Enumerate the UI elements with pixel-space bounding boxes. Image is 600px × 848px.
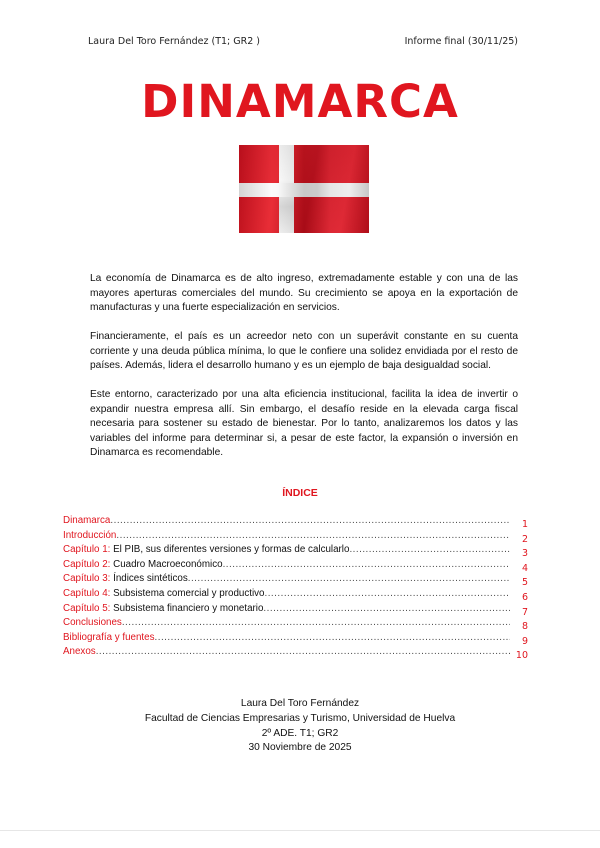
toc-entry-capitulo-3[interactable] — [63, 572, 528, 587]
toc-leader-dots — [223, 558, 510, 573]
page-header — [88, 36, 518, 50]
index-title: ÍNDICE — [282, 487, 318, 499]
header-author: Laura Del Toro Fernández (T1; GR2 ) — [88, 36, 261, 47]
denmark-flag-icon — [239, 145, 369, 233]
toc-entry-label: Anexos — [63, 646, 96, 658]
toc-entry-label: Introducción — [63, 529, 117, 541]
toc-leader-dots — [122, 616, 510, 631]
toc-entry-label: Dinamarca — [63, 515, 111, 526]
toc-entry-label: Bibliografía y fuentes — [63, 631, 155, 643]
toc-entry-conclusiones[interactable] — [63, 616, 528, 631]
toc-entry-capitulo-5[interactable] — [63, 602, 528, 617]
toc-entry-dinamarca[interactable] — [63, 514, 528, 529]
toc-leader-dots — [188, 572, 510, 587]
page-bottom-divider — [0, 830, 600, 831]
toc-leader-dots — [264, 587, 510, 602]
toc-page-number: 10 — [515, 650, 528, 662]
toc-entry-label: Capítulo 2: Cuadro Macroeconómico — [63, 558, 223, 570]
footer-date: 30 Noviembre de 2025 — [248, 742, 352, 754]
toc-leader-dots — [110, 514, 510, 529]
footer-author: Laura Del Toro Fernández — [240, 698, 360, 709]
intro-paragraph-1: La economía de Dinamarca es de alto ingreso, extremadamente estable y con una de las mayores aperturas comerciales del mundo. Su crecimiento se apoya en la exportación de manufacturas y una fuerte especialización en servicios. — [90, 273, 518, 313]
toc-page-number: 6 — [521, 591, 528, 603]
table-of-contents — [63, 514, 528, 660]
toc-page-number: 7 — [521, 606, 528, 618]
toc-leader-dots — [116, 529, 510, 544]
toc-entry-anexos[interactable] — [63, 645, 528, 660]
toc-entry-capitulo-2[interactable] — [63, 558, 528, 573]
toc-entry-capitulo-4[interactable] — [63, 587, 528, 602]
toc-entry-label: Capítulo 5: Subsistema financiero y monetario — [63, 602, 264, 614]
toc-page-number: 5 — [521, 577, 528, 589]
toc-leader-dots — [155, 631, 511, 646]
toc-entry-label: Conclusiones — [63, 617, 122, 629]
toc-entry-capitulo-1[interactable] — [63, 543, 528, 558]
toc-page-number: 8 — [521, 621, 528, 633]
intro-paragraph-2: Financieramente, el país es un acreedor neto con un superávit constante en su cuenta corriente y una deuda pública mínima, lo que le confiere una solidez envidiada por el resto de países. Además, lidera el desarrollo humano y es un ejemplo de baja desigualdad social. — [90, 331, 518, 371]
toc-entry-introduccion[interactable] — [63, 529, 528, 544]
toc-leader-dots — [263, 602, 510, 617]
toc-leader-dots — [96, 645, 510, 660]
footer-group: 2º ADE. T1; GR2 — [261, 727, 339, 739]
document-title: DINAMARCA — [141, 75, 459, 128]
flag-wave-shading — [239, 145, 369, 233]
toc-page-number: 9 — [521, 635, 528, 647]
toc-entry-bibliografia[interactable] — [63, 631, 528, 646]
toc-page-number: 3 — [521, 548, 528, 560]
toc-page-number: 2 — [521, 533, 528, 545]
toc-page-number: 1 — [521, 519, 528, 530]
intro-paragraph-3: Este entorno, caracterizado por una alta eficiencia institucional, facilita la idea de invertir o expandir nuestra empresa allí. Sin embargo, el desafío reside en la elevada carga fiscal necesaria para sostener su estado de bienestar. Por lo tanto, analizaremos los datos y las variables del informe para determinar si, a pesar de este factor, la expansión o inversión en Dinamarca es recomendable. — [90, 389, 518, 458]
header-report-date: Informe final (30/11/25) — [404, 36, 518, 47]
title-page-footer — [0, 697, 600, 756]
toc-entry-label: Capítulo 1: El PIB, sus diferentes versiones y formas de calcularlo — [63, 544, 350, 556]
footer-faculty: Facultad de Ciencias Empresarias y Turismo, Universidad de Huelva — [144, 712, 456, 724]
toc-entry-label: Capítulo 3: Índices sintéticos — [63, 573, 188, 585]
toc-entry-label: Capítulo 4: Subsistema comercial y productivo — [63, 587, 265, 599]
toc-page-number: 4 — [521, 562, 528, 574]
toc-leader-dots — [349, 543, 510, 558]
